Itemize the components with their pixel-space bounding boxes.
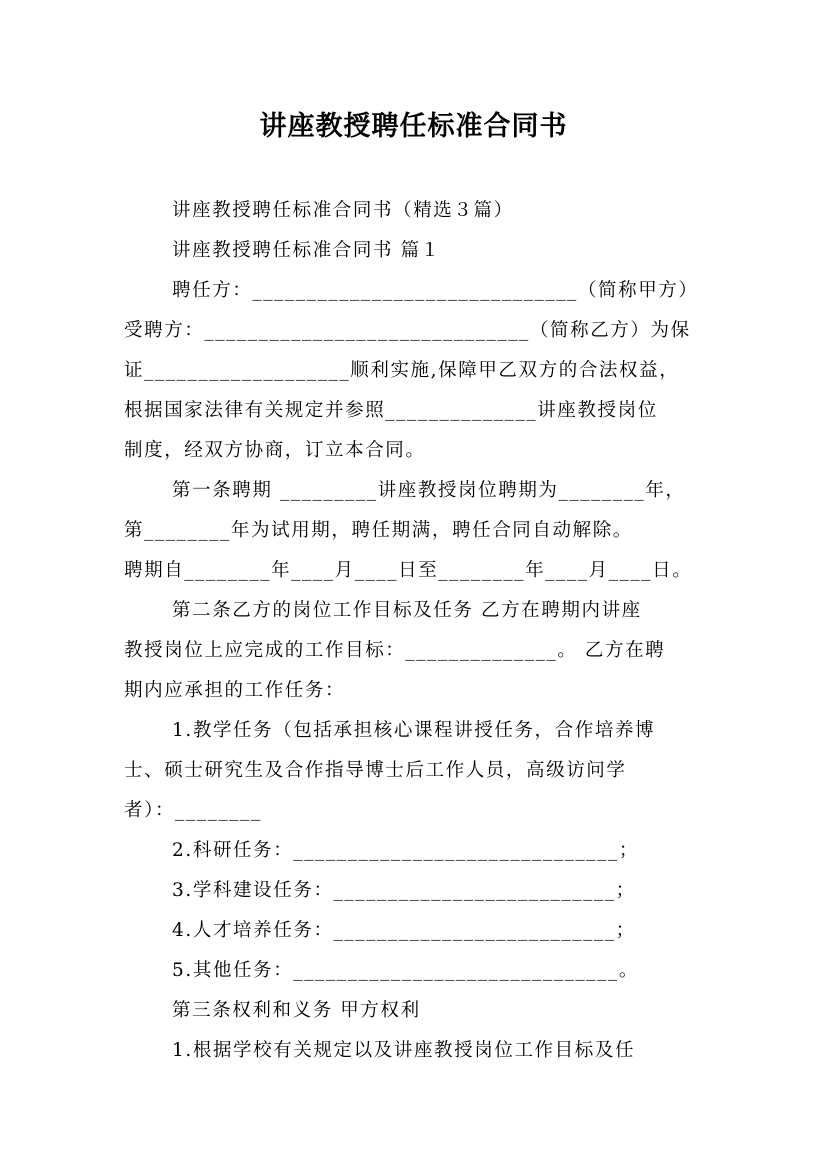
section-heading-line: 第三条权利和义务 甲方权利 — [172, 1000, 421, 1021]
paragraph-line: 证___________________顺利实施,保障甲乙双方的合法权益， — [124, 360, 680, 381]
paragraph-line: 制度，经双方协商，订立本合同。 — [124, 440, 426, 461]
paragraph-line: 士、硕士研究生及合作指导博士后工作人员，高级访问学 — [124, 760, 627, 781]
paragraph-line: 受聘方：______________________________（简称乙方）为保 — [124, 320, 691, 341]
paragraph-line: 期内应承担的工作任务： — [124, 680, 346, 701]
paragraph-line: 聘期自________年____月____日至________年____月____日。 — [124, 560, 693, 581]
list-item-line: 2.科研任务：______________________________； — [172, 840, 639, 861]
subtitle-line: 讲座教授聘任标准合同书（精选３篇） — [172, 200, 514, 221]
paragraph-line: 第一条聘期 _________讲座教授岗位聘期为________年， — [172, 480, 686, 501]
document-body — [124, 191, 709, 1071]
paragraph-line: 第________年为试用期，聘任期满，聘任合同自动解除。 — [124, 520, 633, 541]
paragraph-line: 教授岗位上应完成的工作目标：______________。 乙方在聘 — [124, 640, 666, 661]
paragraph-line: 1.教学任务（包括承担核心课程讲授任务，合作培养博 — [172, 720, 656, 741]
paragraph-line: 第二条乙方的岗位工作目标及任务 乙方在聘期内讲座 — [172, 600, 642, 621]
list-item-line: 4.人才培养任务：__________________________； — [172, 920, 636, 941]
paragraph-line: 根据国家法律有关规定并参照______________讲座教授岗位 — [124, 400, 658, 421]
list-item-line: 3.学科建设任务：__________________________； — [172, 880, 636, 901]
document-title: 讲座教授聘任标准合同书 — [259, 111, 568, 142]
paragraph-line: 聘任方：______________________________（简称甲方） — [172, 280, 699, 301]
paragraph-line: 者）：________ — [124, 800, 262, 821]
paragraph-line: 1.根据学校有关规定以及讲座教授岗位工作目标及任 — [172, 1040, 636, 1061]
list-item-line: 5.其他任务：______________________________。 — [172, 960, 639, 981]
section-heading-line: 讲座教授聘任标准合同书 篇１ — [172, 240, 441, 261]
